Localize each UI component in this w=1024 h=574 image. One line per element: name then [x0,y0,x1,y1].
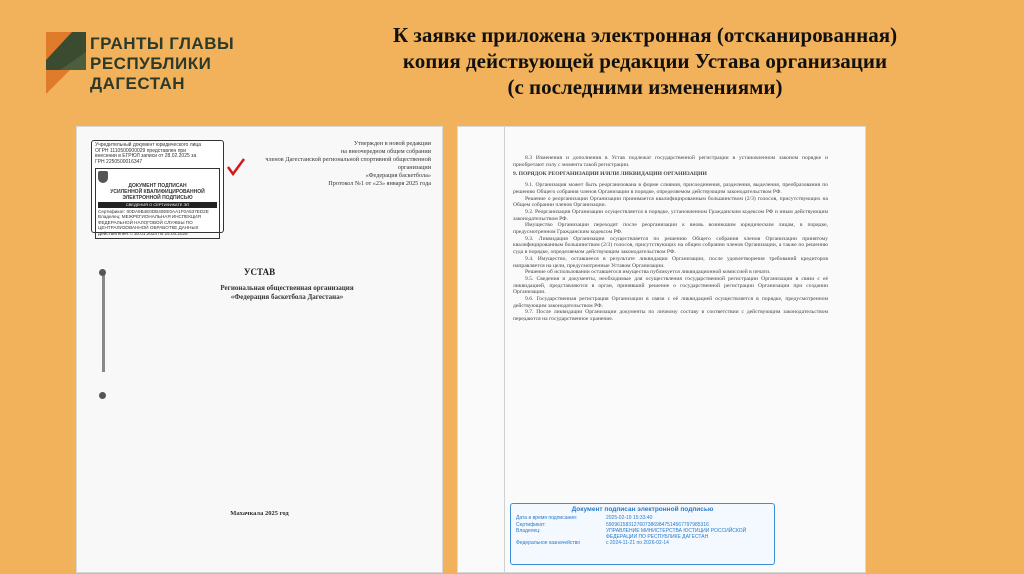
title-line: К заявке приложена электронная (отсканированная) [392,23,898,47]
approval-line: Утвержден в новой редакции [353,140,431,147]
coat-of-arms-icon [98,171,108,183]
punch-hole-icon [99,392,106,399]
title-line: (с последними изменениями) [507,75,783,99]
charter-cover-scan [77,127,442,572]
esig-label: Сертификат: [516,521,546,528]
esig-label: Федеральное казначейство [516,540,581,547]
stamp-header-line: внесении в ЕГРЮЛ записи от 28.02.2025 за [95,153,197,159]
stamp-header-line: Учредительный документ юридического лица [95,142,202,148]
signature-title-line: ДОКУМЕНТ ПОДПИСАН [128,183,187,189]
grants-logo [30,30,235,100]
signature-subtitle: СВЕДЕНИЯ О СЕРТИФИКАТЕ ЭП [98,202,217,208]
page-fold [504,127,505,572]
signature-line: Владелец: МЕЖРЕГИОНАЛЬНАЯ ИНСПЕКЦИЯ [98,214,201,219]
qualified-signature-block [95,168,220,239]
signature-line: Сертификат: 00DA9B4E0DB40EE0AA1F0A537ED2E [98,208,209,214]
approval-note [243,140,431,188]
approval-line: членов Дагестанской региональной спортивной общественной организации [265,156,431,171]
paragraph: 9.4. Имущество, оставшееся в результате ликвидации Организации, после удовлетворения требований кредиторов направляется на цели, предусмотренные Уставом Организации. [513,255,828,269]
signature-line: Действителен: с 30.01.2024 по 24.04.2025 [98,230,188,236]
approval-line: на внеочередном общем собрании [340,148,431,155]
binder-strip [102,272,105,372]
logo-line: ГРАНТЫ ГЛАВЫ [90,34,235,53]
charter-text [513,155,828,323]
esig-value: 2025-02-19 15:33:40 [606,515,653,522]
paragraph: 9.3. Ликвидация Организации осуществляется по решению Общего собрания членов Организации принятому квалифицированным большинством (2/3) голосов, присутствующих на общем собрании членов Организации, а также по решению суда в порядке, определяемом действующим законодательством РФ. [513,235,828,256]
egrul-stamp [91,140,224,236]
paragraph: 8.3 Изменения и дополнения в Устав подлежат государственной регистрации в установленном законом порядке и приобретают силу с момента такой регистрации. [513,155,828,168]
esig-value: с 2024-11-21 по 2026-02-14 [606,540,669,547]
paragraph: 9.5. Сведения и документы, необходимые для осуществления государственной регистрации Организации в связи с её ликвидацией, представляются в орган, принявший решение о государственной регистрации Организации при создании Организации. [513,275,828,296]
signature-title-line: ЭЛЕКТРОННОЙ ПОДПИСЬЮ [122,195,193,201]
esig-value: ФЕДЕРАЦИИ ПО РЕСПУБЛИКЕ ДАГЕСТАН [606,534,709,541]
section-heading: 9. ПОРЯДОК РЕОРГАНИЗАЦИИ И/ИЛИ ЛИКВИДАЦИИ ОРГАНИЗАЦИИ [513,171,707,178]
paragraph: 9.7. После ликвидации Организации документы по личному составу в соответствии с действующим законодательством передаются на государственное хранение. [513,309,828,323]
logo-text [90,34,234,94]
approval-line: «Федерация баскетбола» [365,172,431,179]
esig-row [516,540,769,546]
charter-page-scan [458,127,865,572]
organization-name [162,284,412,302]
electronic-signature-stamp [510,503,775,565]
esig-label: Владелец: [516,527,541,534]
paragraph: 9.2. Реорганизация Организации осуществляется в порядке, установленном Гражданским кодексом РФ и иным действующим законодательством РФ. [513,208,828,222]
esig-title: Документ подписан электронной подписью [571,506,714,513]
charter-heading: УСТАВ [243,267,276,277]
signature-title [98,183,217,201]
approval-line: Протокол №1 от «23» января 2025 года [328,180,431,187]
logo-line: ДАГЕСТАН [90,74,186,93]
signature-line: ЦЕНТРАЛИЗОВАННОЙ ОБРАБОТКЕ ДАННЫХ [98,225,199,230]
stamp-header-line: ОГРН 1110500000029 представлен при [95,147,186,154]
esig-value: 5909615831276073869847514567797985316 [606,521,709,528]
paragraph: Решение об использовании оставшегося имущества публикуется ликвидационной комиссией в печати. [525,269,771,276]
signature-title-line: УСИЛЕННОЙ КВАЛИФИЦИРОВАННОЙ [110,189,205,195]
stamp-header [95,143,220,165]
logo-emblem-icon [42,30,88,96]
title-line: копия действующей редакции Устава организации [402,49,888,73]
org-line: «Федерация баскетбола Дагестана» [230,293,344,301]
slide-title [300,22,990,100]
paragraph: 9.6. Государственная регистрация Организации в связи с её ликвидацией осуществляется в порядке, предусмотренном действующим законодательством РФ. [513,296,828,309]
stamp-header-line: ГРН 2250500016347 [95,158,143,165]
paragraph: Имущество Организации переходит после реорганизации к вновь возникшим юридическим лицам, в порядке, предусмотренном Гражданским кодексом РФ. [513,222,828,236]
city-year: Махачкала 2025 год [230,510,289,517]
signature-line: ФЕДЕРАЛЬНОЙ НАЛОГОВОЙ СЛУЖБЫ ПО [98,219,193,225]
org-line: Региональная общественная организация [220,284,354,292]
paragraph: 9.1. Организация может быть реорганизована в форме слияния, присоединения, разделения, выделения, преобразования по решению Общего собрания членов Организации в порядке, определяемом действующим законодательством РФ. [513,182,828,195]
esig-label: Дата и время подписания: [516,515,578,522]
esig-value: УПРАВЛЕНИЕ МИНИСТЕРСТВА ЮСТИЦИИ РОССИЙСКОЙ [606,527,747,534]
logo-line: РЕСПУБЛИКИ [90,54,212,73]
paragraph: Решение о реорганизации Организации принимается квалифицированным большинством (2/3) голосов, присутствующих на Общем собрании членов Организации. [513,195,828,209]
